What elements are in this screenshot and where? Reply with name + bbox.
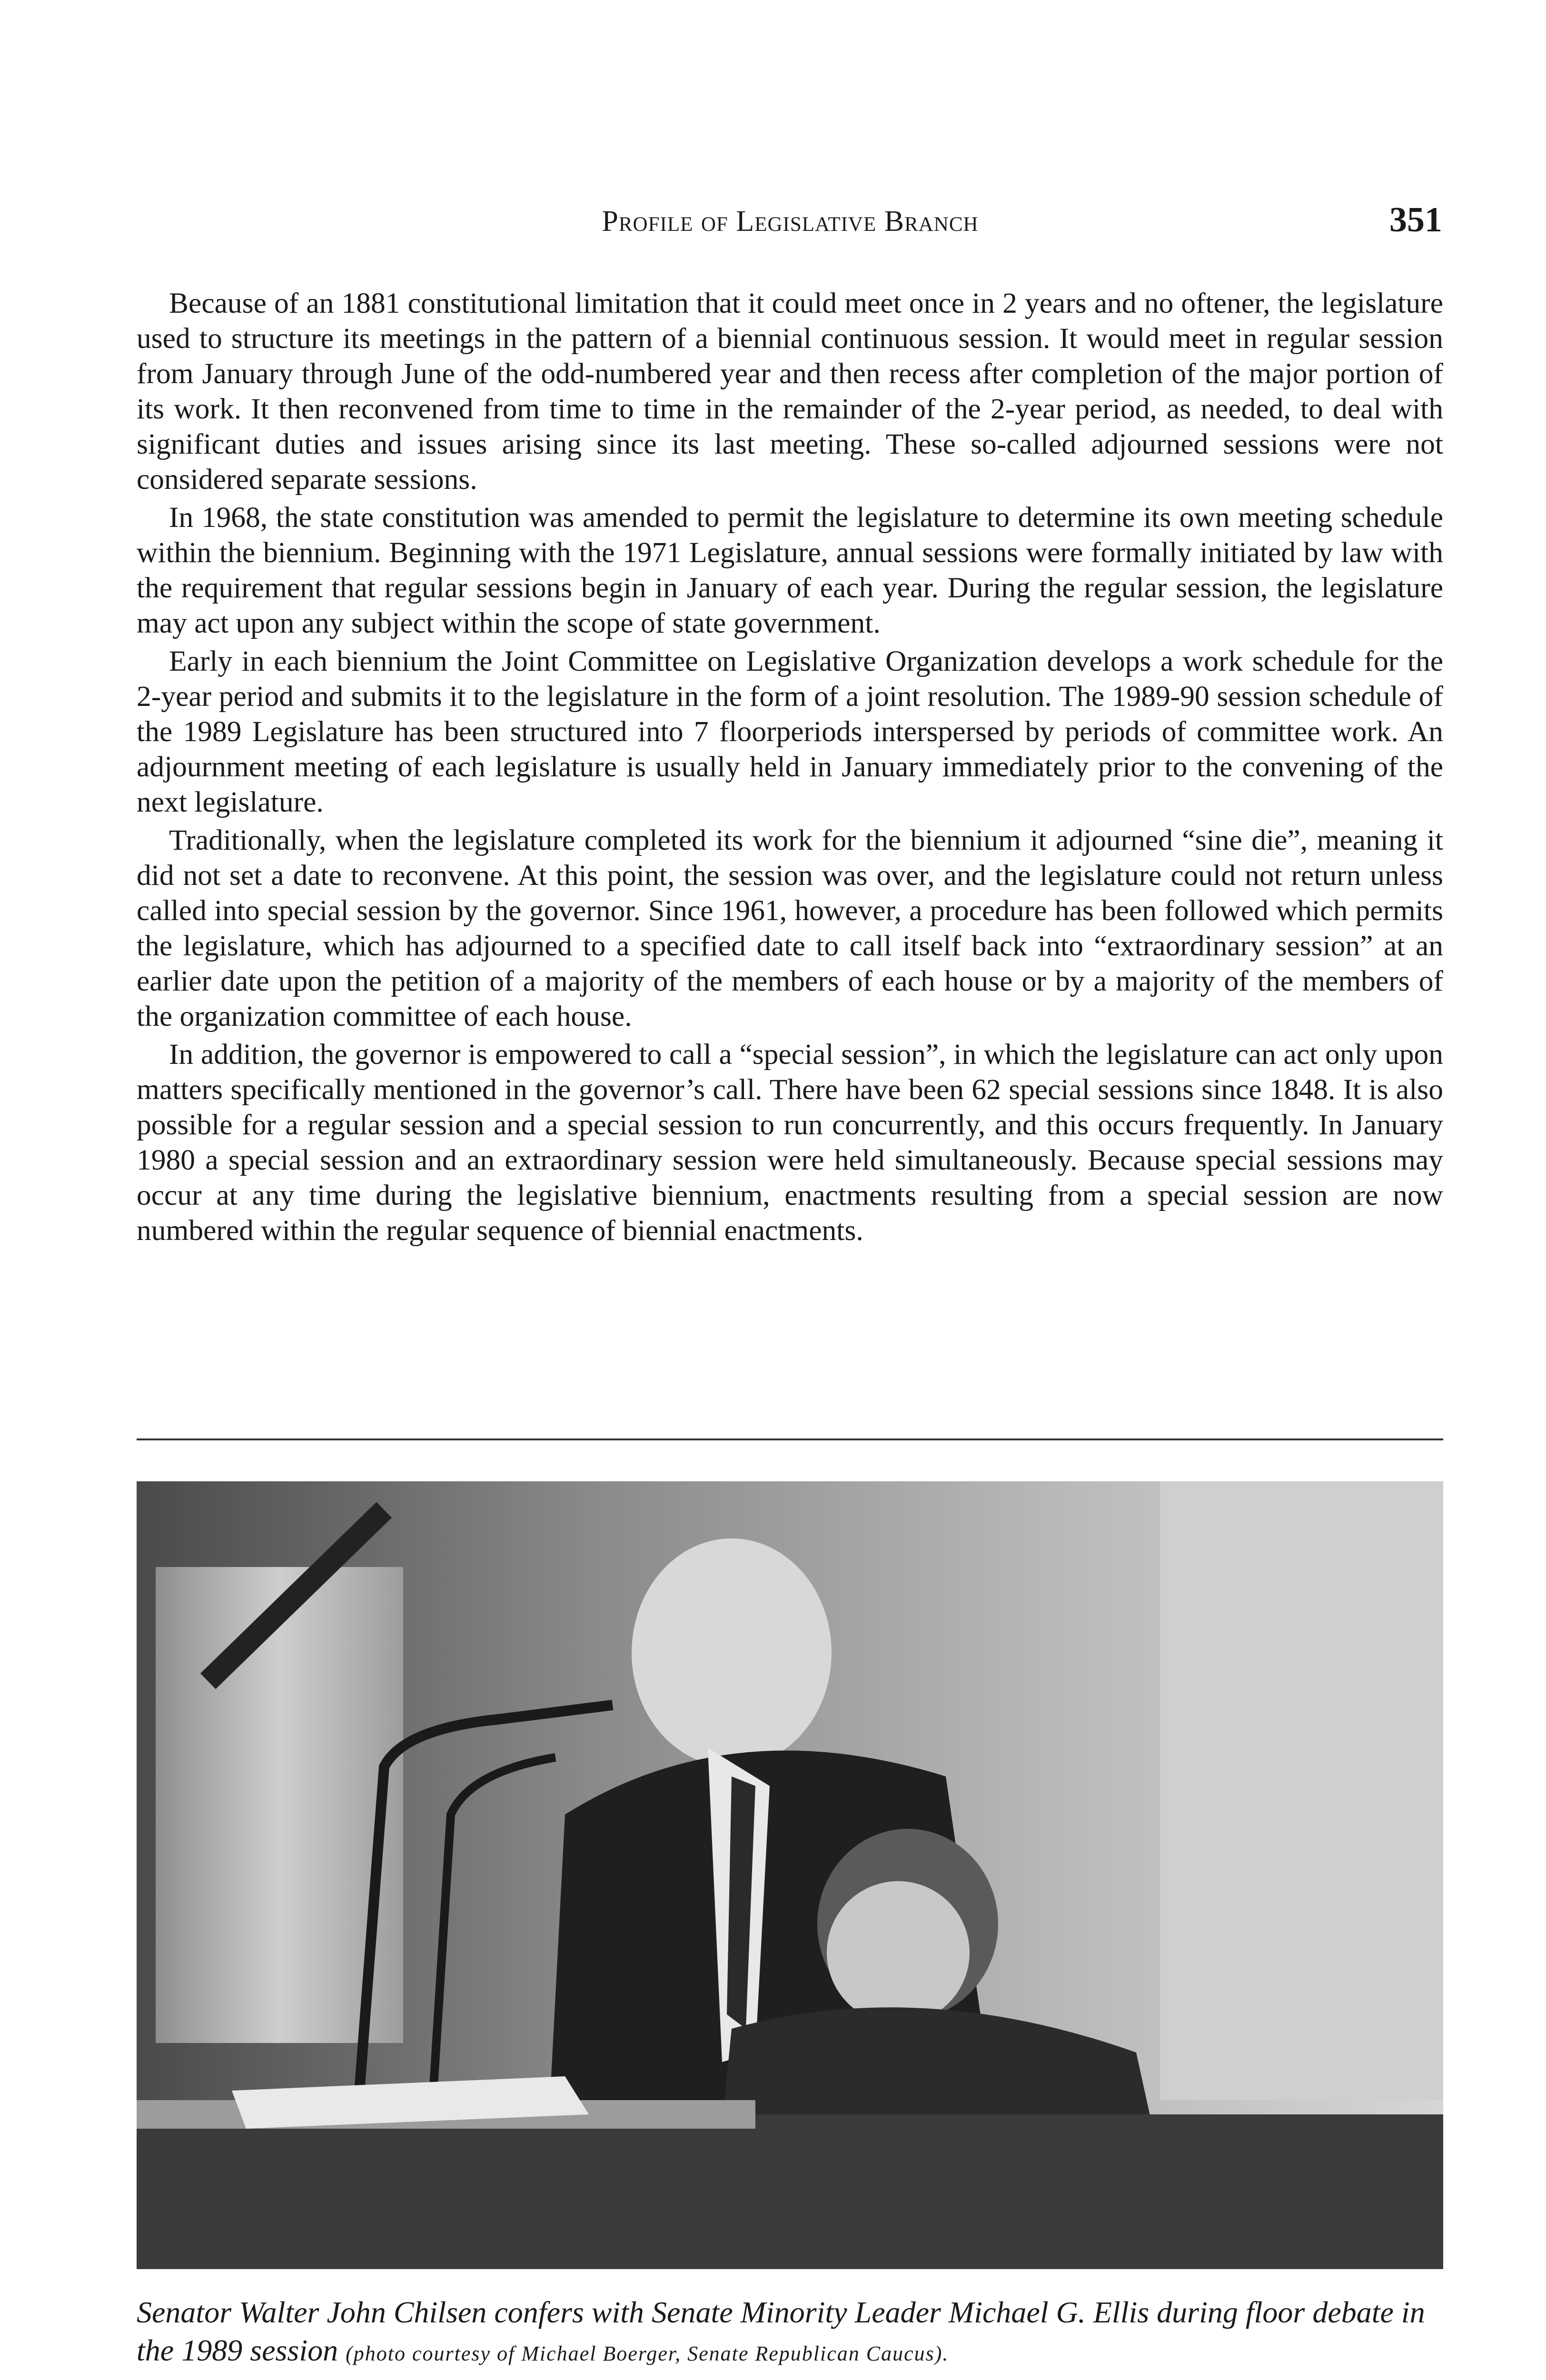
running-head <box>138 195 1442 252</box>
photo-caption <box>137 2293 1443 2373</box>
paragraph: In 1968, the state constitution was amended to permit the legislature to determine its own meeting schedule within the biennium. Beginning with the 1971 Legislature, annual sessions were formally initiated by law with the requirement that regular sessions begin in January of each year. During the regular session, the legislature may act upon any subject within the scope of state government. <box>137 501 1443 639</box>
paragraph: In addition, the governor is empowered to call a “special session”, in which the legislature can act only upon matters specifically mentioned in the governor’s call. There have been 62 special sessions since 1848. It is also possible for a regular session and a special session to run concurrently, and this occurs frequently. In January 1980 a special session and an extraordinary session were held simultaneously. Because special sessions may occur at any time during the legislative biennium, enactments resulting from a special session are now numbered within the regular sequence of biennial enactments. <box>137 1038 1443 1247</box>
running-title: Profile of Legislative Branch <box>602 205 979 238</box>
section-divider <box>137 1438 1443 1440</box>
photo-credit: (photo courtesy of Michael Boerger, Senate Republican Caucus). <box>346 2342 949 2365</box>
page-number: 351 <box>1389 200 1442 239</box>
body-text <box>137 286 1443 1251</box>
photo-illustration <box>137 1481 1443 2269</box>
caption-text: Senator Walter John Chilsen confers with Senate Minority Leader Michael G. Ellis during floor debate in the 1989 session <box>137 2295 1425 2367</box>
paragraph: Early in each biennium the Joint Committee on Legislative Organization develops a work schedule for the 2-year period and submits it to the legislature in the form of a joint resolution. The 1989-90 session schedule of the 1989 Legislature has been structured into 7 floorperiods interspersed by periods of committee work. An adjournment meeting of each legislature is usually held in January immediately prior to the convening of the next legislature. <box>137 645 1443 818</box>
paragraph: Traditionally, when the legislature completed its work for the biennium it adjourned “sine die”, meaning it did not set a date to reconvene. At this point, the session was over, and the legislature could not return unless called into special session by the governor. Since 1961, however, a procedure has been followed which permits the legislature, which has adjourned to a specified date to call itself back into “extraordinary session” at an earlier date upon the petition of a majority of the members of each house or by a majority of the members of the organization committee of each house. <box>137 824 1443 1032</box>
paragraph: Because of an 1881 constitutional limitation that it could meet once in 2 years and no oftener, the legislature used to structure its meetings in the pattern of a biennial continuous session. It would meet in regular session from January through June of the odd-numbered year and then recess after completion of the major portion of its work. It then reconvened from time to time in the remainder of the 2-year period, as needed, to deal with significant duties and issues arising since its last meeting. These so-called adjourned sessions were not considered separate sessions. <box>137 287 1443 496</box>
legislators-photo <box>137 1481 1443 2269</box>
